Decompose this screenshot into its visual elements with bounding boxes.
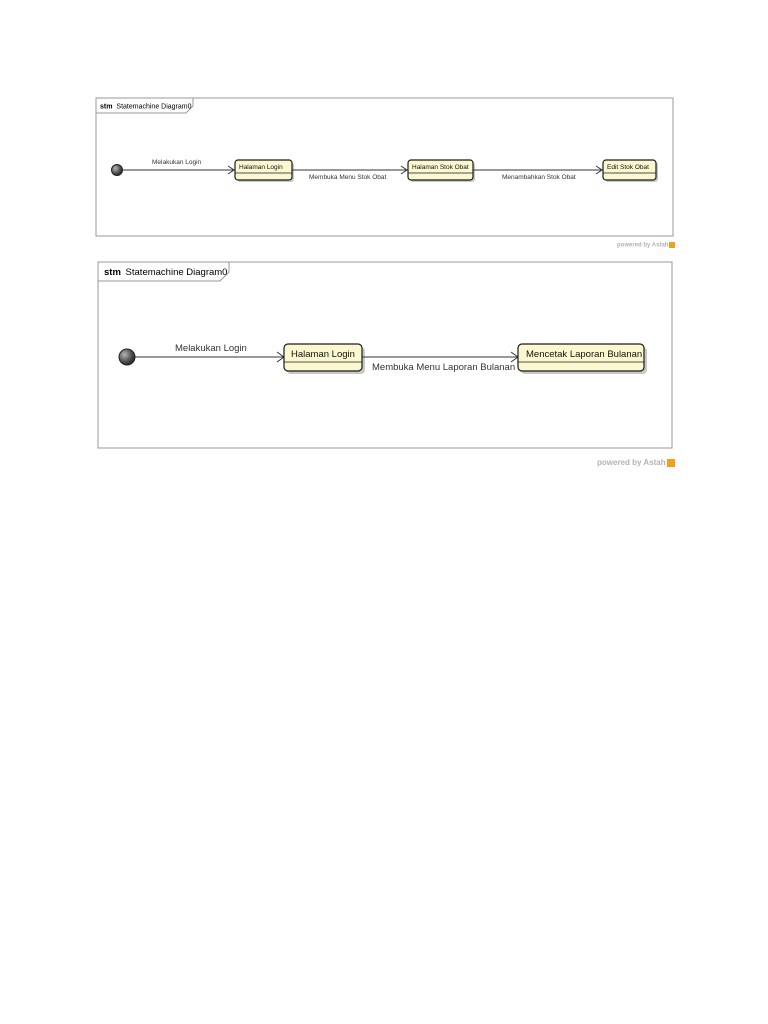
frame-keyword: stm: [100, 103, 113, 111]
transition-label-membuka-menu-laporan-bulanan: Membuka Menu Laporan Bulanan: [372, 362, 516, 373]
state-machine-diagram-2: [0, 255, 768, 465]
diagram-frame: [96, 98, 673, 236]
state-label: Halaman Login: [239, 164, 283, 171]
initial-pseudostate: [119, 349, 135, 365]
transition-label-melakukan-login: Melakukan Login: [175, 343, 247, 354]
transition-label-menambahkan-stok-obat: Menambahkan Stok Obat: [502, 174, 576, 181]
astah-watermark: [597, 458, 675, 467]
state-label: Edit Stok Obat: [607, 164, 649, 171]
state-machine-diagram-1: [0, 0, 768, 260]
frame-keyword: stm: [104, 267, 121, 278]
initial-pseudostate: [112, 165, 123, 176]
state-label: Halaman Login: [291, 349, 355, 360]
astah-logo-icon: [669, 242, 675, 248]
astah-logo-icon: [667, 459, 675, 467]
state-label: Mencetak Laporan Bulanan: [526, 349, 643, 360]
astah-watermark: [617, 242, 675, 249]
state-label: Halaman Stok Obat: [412, 164, 469, 171]
transition-label-membuka-menu-stok-obat: Membuka Menu Stok Obat: [309, 174, 387, 181]
transition-label-melakukan-login: Melakukan Login: [152, 159, 202, 166]
frame-title: [100, 104, 192, 111]
frame-title: [104, 267, 227, 278]
frame-name: Statemachine Diagram0: [116, 103, 192, 111]
frame-name: Statemachine Diagram0: [125, 267, 228, 278]
watermark-text: powered by Astah: [617, 242, 669, 249]
watermark-text: powered by Astah: [597, 458, 666, 467]
